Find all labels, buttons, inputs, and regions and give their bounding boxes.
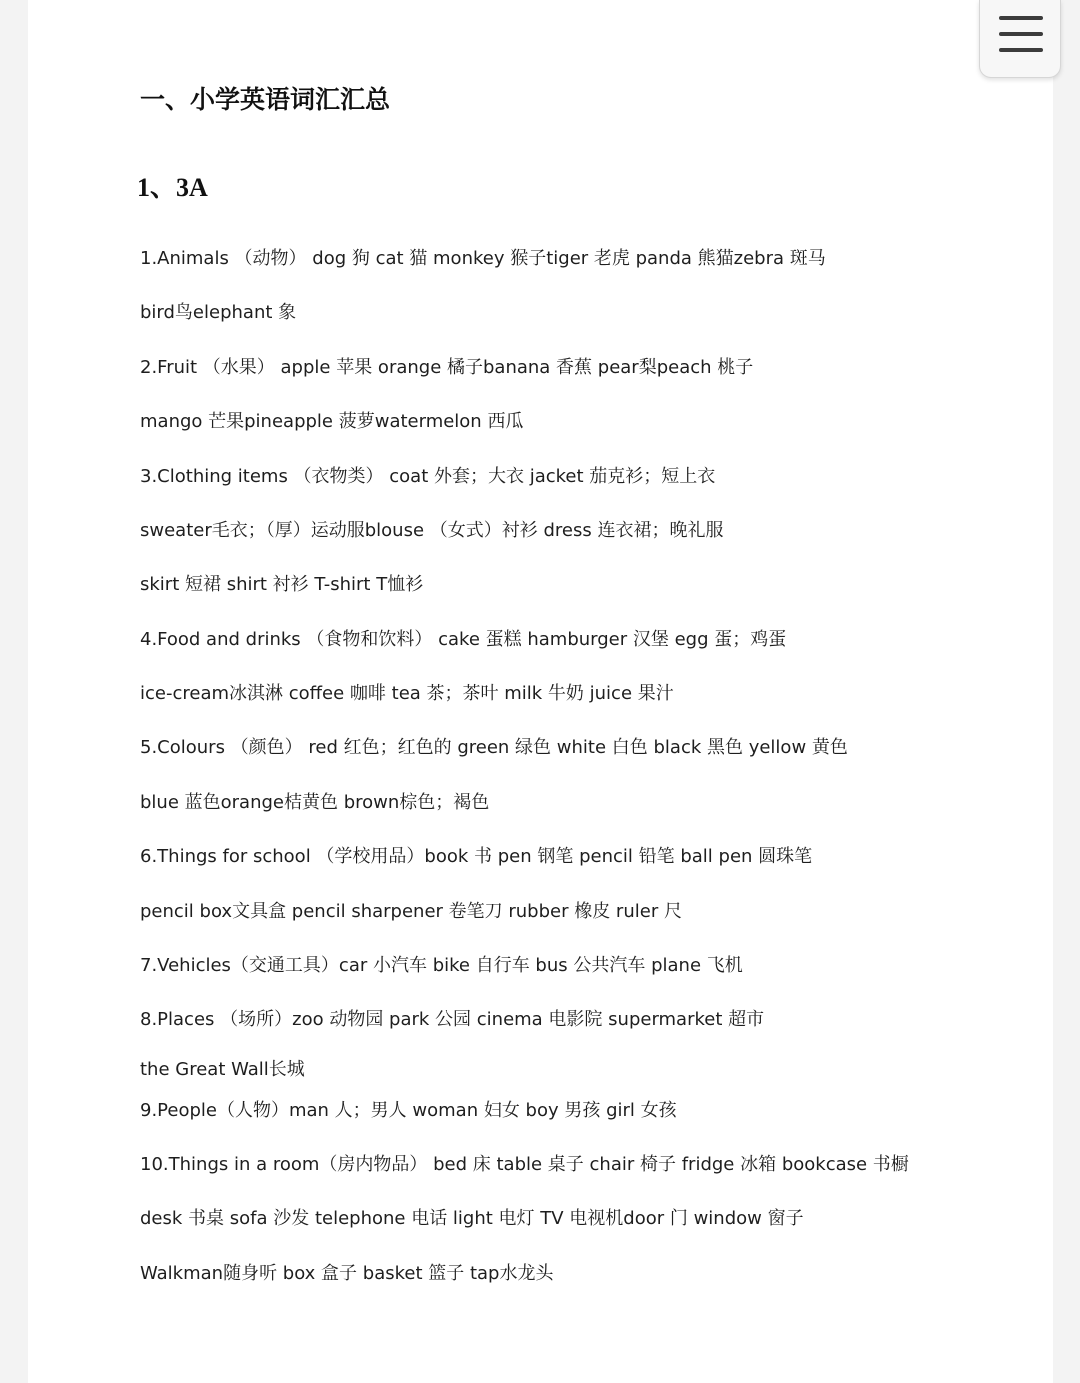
- vocab-line-fruit-cont: mango 芒果pineapple 菠萝watermelon 西瓜: [140, 411, 524, 432]
- vocab-line-school-things: 6.Things for school （学校用品）book 书 pen 钢笔 pencil 铅笔 ball pen 圆珠笔: [140, 846, 813, 867]
- vocab-line-clothing-cont-2: skirt 短裙 shirt 衬衫 T-shirt T恤衫: [140, 574, 424, 595]
- vocab-line-animals: 1.Animals （动物） dog 狗 cat 猫 monkey 猴子tiger 老虎 panda 熊猫zebra 斑马: [140, 248, 826, 269]
- vocab-line-places-cont: the Great Wall长城: [140, 1059, 305, 1080]
- vocab-line-school-things-cont: pencil box文具盒 pencil sharpener 卷笔刀 rubber 橡皮 ruler 尺: [140, 901, 682, 922]
- hamburger-menu-icon: [999, 16, 1043, 20]
- vocab-line-colours: 5.Colours （颜色） red 红色；红色的 green 绿色 white 白色 black 黑色 yellow 黄色: [140, 737, 848, 758]
- vocab-line-food-drinks: 4.Food and drinks （食物和饮料） cake 蛋糕 hamburger 汉堡 egg 蛋；鸡蛋: [140, 629, 787, 650]
- vocab-line-people: 9.People（人物）man 人；男人 woman 妇女 boy 男孩 girl 女孩: [140, 1100, 677, 1121]
- vocab-line-colours-cont: blue 蓝色orange桔黄色 brown棕色；褐色: [140, 792, 490, 813]
- vocab-line-places: 8.Places （场所）zoo 动物园 park 公园 cinema 电影院 supermarket 超市: [140, 1009, 765, 1030]
- document-title: 一、小学英语词汇汇总: [140, 85, 391, 114]
- vocab-line-room-things: 10.Things in a room（房内物品） bed 床 table 桌子 chair 椅子 fridge 冰箱 bookcase 书橱: [140, 1154, 909, 1175]
- vocab-line-food-drinks-cont: ice-cream冰淇淋 coffee 咖啡 tea 茶；茶叶 milk 牛奶 juice 果汁: [140, 683, 674, 704]
- vocab-line-fruit: 2.Fruit （水果） apple 苹果 orange 橘子banana 香蕉 pear梨peach 桃子: [140, 357, 754, 378]
- vocab-line-vehicles: 7.Vehicles（交通工具）car 小汽车 bike 自行车 bus 公共汽车 plane 飞机: [140, 955, 743, 976]
- vocab-line-clothing-cont: sweater毛衣；（厚）运动服blouse （女式）衬衫 dress 连衣裙；晚礼服: [140, 520, 724, 541]
- vocab-line-clothing: 3.Clothing items （衣物类） coat 外套；大衣 jacket 茄克衫；短上衣: [140, 466, 716, 487]
- vocab-line-animals-cont: bird鸟elephant 象: [140, 302, 297, 323]
- menu-button[interactable]: [979, 0, 1061, 78]
- vocab-line-room-things-cont-2: Walkman随身听 box 盒子 basket 篮子 tap水龙头: [140, 1263, 554, 1284]
- vocab-line-room-things-cont: desk 书桌 sofa 沙发 telephone 电话 light 电灯 TV 电视机door 门 window 窗子: [140, 1208, 804, 1229]
- hamburger-menu-icon-bar: [999, 48, 1043, 52]
- section-heading: 1、3A: [137, 173, 208, 202]
- hamburger-menu-icon-bar: [999, 32, 1043, 36]
